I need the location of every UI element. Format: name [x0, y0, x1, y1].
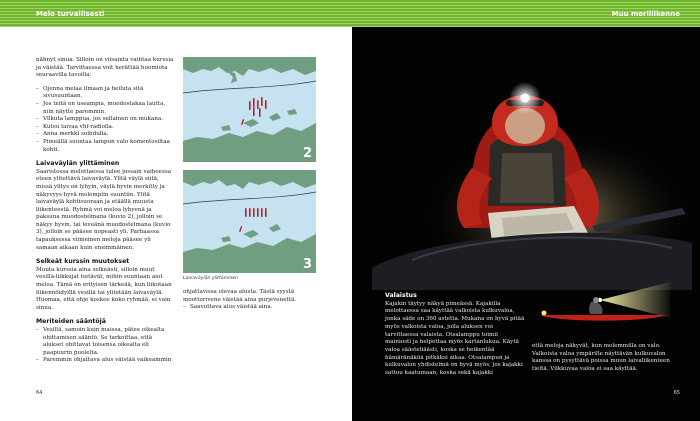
- right-page-number: 65: [673, 390, 680, 396]
- section-heading-crossing: Laivaväylän ylittäminen: [36, 160, 120, 168]
- rules-list-continued: [183, 304, 318, 312]
- list-item: – Vesillä, samoin kuin maissa, pätee oikealta ohittamisen sääntö. Se tarkoittaa, että alukset ohittavat toisensa oikealta eli paapuurin puolelta.: [36, 327, 174, 357]
- right-page: [352, 0, 700, 421]
- intro-paragraph: nähnyt sinua. Silloin on viisainta vaihtaa kurssia ja väistää. Tarvittaessa voit herättää huomiota seuraavilla tavoilla:: [36, 57, 174, 79]
- section-heading-course: Selkeät kurssin muutokset: [36, 258, 130, 266]
- course-paragraph: Muuta kurssia aina selkeästi, silloin muut vesillä-liikkujat tietävät, mihin suuntaan aiot meloa. Tämä on erityisen tärkeää, kun liikutaan liikennöidyillä vesillä tai ylitetään laivaväylä. Huomaa, että ohje koskee koko ryhmää, ei vain sinua.: [36, 266, 172, 311]
- list-item: – Jos teitä on useampia, muodostakaa lautta, niin näytte paremmin.: [36, 101, 174, 116]
- lights-paragraph-1: Kajakin täytyy näkyä pimeässä. Kajakilla melottaessa saa käyttää valkoista kulkuvaloa, jonka säde on 360 astetta. Mukana on hyvä pitää myös valkoista valoa, jolla aluksen voi tarvittaessa valaista. Otsalamppu toimii mainiosti ja helpottaa myös kartanlukua. Käytä valoa säästeliäästi, koska se heikentää hämäränäköä pitkäksi aikaa. Otsalampun ja kulkuvalon yhdistelmä on hyvä myös, jos kajakki sattuu kaatumaan, koska sekä kajakki: [385, 300, 525, 377]
- left-column-1: [36, 57, 174, 371]
- figure-3-illustration: [183, 170, 316, 273]
- lights-column-2: [532, 343, 672, 374]
- figure-3-number: 3: [302, 257, 312, 272]
- rules-list: [36, 327, 174, 365]
- left-header-title: Melo turvallisesti: [36, 10, 105, 18]
- list-item: – Saavuttava alus väistää aina.: [183, 304, 318, 312]
- list-item: – Kutsu laivaa vhf-radiolla.: [36, 124, 174, 132]
- rules-continued: ohjattavissa olevaa alusta. Tästä syystä moottorivene väistää aina purjevenettä.: [183, 289, 297, 303]
- figure-2-map: [183, 57, 316, 162]
- right-header-band: [352, 0, 700, 27]
- crossing-paragraph: Saaristossa melottaessa tulee jossain vaiheessa eteen ylitettävä laivaväylä. Ylitä väylä siitä, missä ylitys on lyhyin, väylä hyvin merkitty ja näkyvyys hyvä molempiin suuntiin. Ylitä laivaväylä kohtisuoraan ja etäällä muusta liikenteestä. Ryhmä voi meloa lyhyenä ja paksuna muodostelmana (kuvio 2), jolloin se näkyy hyvin, tai leveänä muodostelmana (kuvio 3), jolloin se pääsee nopeasti yli. Parhaassa tapauksessa viimeinen meloja pääsee yli samaan aikaan kuin ensimmäinen.: [36, 168, 172, 251]
- left-header-band: [0, 0, 352, 27]
- section-heading-rules: Meriteiden sääntöjä: [36, 318, 106, 326]
- figure-2-illustration: [183, 57, 316, 162]
- figure-3-map: [183, 170, 316, 273]
- night-kayaker-photo: [352, 28, 700, 290]
- right-header-title: Muu meriliikenne: [611, 10, 680, 18]
- kayak-light-illustration: [530, 280, 670, 335]
- figure-caption: Laivaväylän ylittäminen: [183, 276, 238, 281]
- lights-column-1: [385, 292, 525, 378]
- figure-2-number: 2: [302, 146, 312, 161]
- list-item: – Anna merkki soihdulla.: [36, 131, 174, 139]
- list-item: – Pimeällä suuntaa lampun valo komentosiltaa kohti.: [36, 139, 174, 154]
- list-item: – Paremmin ohjattava alus väistää vaikeammin: [36, 357, 174, 365]
- left-page-number: 64: [36, 390, 43, 396]
- lights-paragraph-2: että meloja näkyvät, kun molemmilla on valo. Valkoista valoa ympärille näyttävän kulkuvalon kanssa on pysyttävä poissa muun laivaliikenteen tieltä. Vilkkuvaa valoa ei saa käyttää.: [532, 343, 670, 373]
- kayak-formation-wide: [239, 208, 267, 232]
- attention-list: [36, 86, 174, 154]
- list-item: – Vilkuta lamppua, jos sellainen on mukana.: [36, 116, 174, 124]
- section-heading-lights: Valaistus: [385, 292, 417, 299]
- list-item: – Ojenna melaa ilmaan ja heiluta sitä sivusuuntaan.: [36, 86, 174, 101]
- left-column-2: [183, 289, 318, 318]
